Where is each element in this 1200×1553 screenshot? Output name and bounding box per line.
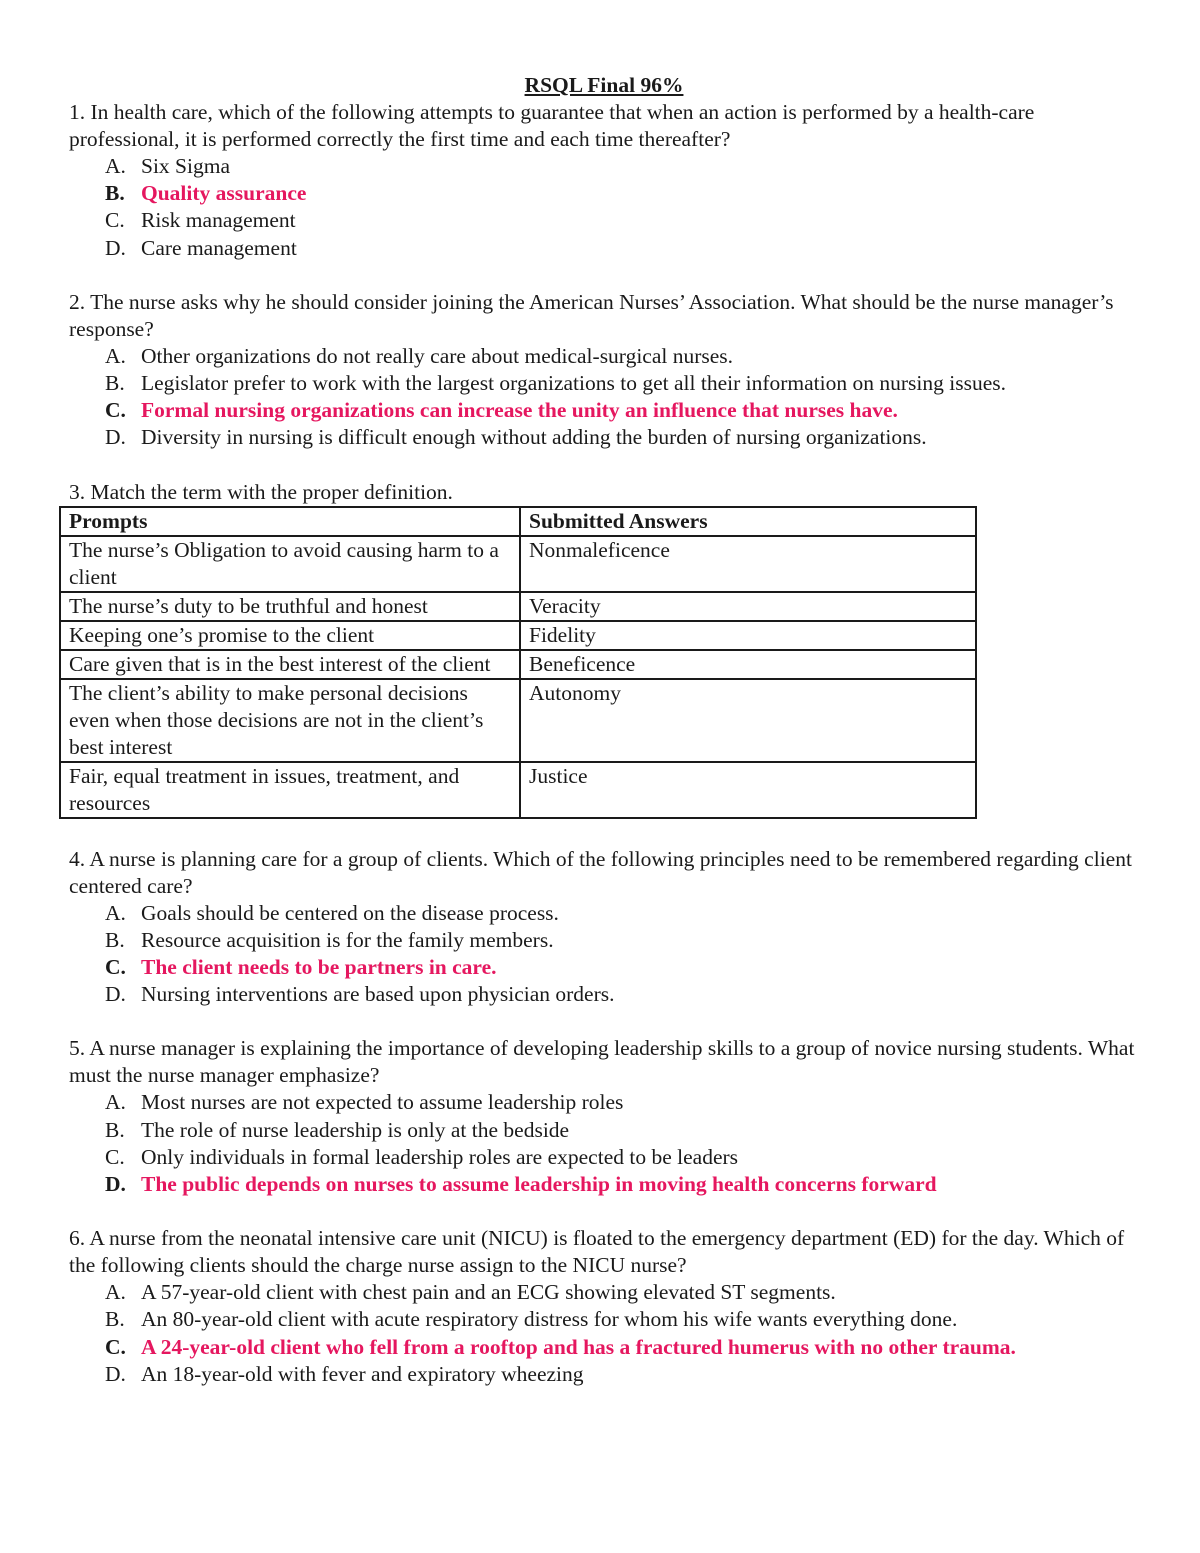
table-cell-answer: Autonomy bbox=[520, 679, 976, 762]
table-cell-answer: Justice bbox=[520, 762, 976, 818]
option-2c-correct: C. Formal nursing organizations can increase the unity an influence that nurses have. bbox=[105, 398, 898, 423]
table-cell-prompt: The nurse’s duty to be truthful and honest bbox=[60, 592, 520, 621]
table-cell-prompt: Fair, equal treatment in issues, treatment, and resources bbox=[60, 762, 520, 818]
option-5a: A. Most nurses are not expected to assume leadership roles bbox=[105, 1090, 624, 1115]
question-5-options bbox=[69, 1089, 1139, 1198]
option-4b: B. Resource acquisition is for the family members. bbox=[105, 927, 554, 952]
question-5-stem: 5. A nurse manager is explaining the importance of developing leadership skills to a group of novice nursing students. What must the nurse manager emphasize? bbox=[69, 1036, 1135, 1088]
option-6a: A. A 57-year-old client with chest pain and an ECG showing elevated ST segments. bbox=[105, 1280, 836, 1305]
matching-table bbox=[59, 506, 977, 819]
question-6-stem: 6. A nurse from the neonatal intensive care unit (NICU) is floated to the emergency department (ED) for the day. Which of the following clients should the charge nurse assign to the NICU nurse? bbox=[69, 1226, 1125, 1278]
option-1a: A. Six Sigma bbox=[105, 154, 231, 178]
table-cell-prompt: The nurse’s Obligation to avoid causing harm to a client bbox=[60, 536, 520, 592]
table-header-row bbox=[60, 507, 976, 536]
option-2a: A. Other organizations do not really care about medical-surgical nurses. bbox=[105, 343, 734, 368]
option-6c-correct: C. A 24-year-old client who fell from a rooftop and has a fractured humerus with no other trauma. bbox=[105, 1334, 1016, 1359]
option-2d: D. Diversity in nursing is difficult enough without adding the burden of nursing organizations. bbox=[105, 425, 927, 450]
option-4d: D. Nursing interventions are based upon physician orders. bbox=[105, 982, 615, 1007]
table-row bbox=[60, 762, 976, 818]
document-title: RSQL Final 96% bbox=[524, 73, 684, 97]
option-5d-correct: D. The public depends on nurses to assume leadership in moving health concerns forward bbox=[105, 1172, 937, 1197]
question-2-options bbox=[69, 343, 1139, 452]
table-row bbox=[60, 621, 976, 650]
question-1-options bbox=[69, 153, 1139, 262]
table-row bbox=[60, 592, 976, 621]
option-5c: C. Only individuals in formal leadership roles are expected to be leaders bbox=[105, 1144, 739, 1169]
table-cell-prompt: Care given that is in the best interest of the client bbox=[60, 650, 520, 679]
option-6b: B. An 80-year-old client with acute respiratory distress for whom his wife wants everything done. bbox=[105, 1307, 958, 1332]
table-header-answers: Submitted Answers bbox=[520, 507, 976, 536]
option-6d: D. An 18-year-old with fever and expiratory wheezing bbox=[105, 1361, 584, 1386]
table-cell-answer: Beneficence bbox=[520, 650, 976, 679]
option-4c-correct: C. The client needs to be partners in care. bbox=[105, 955, 497, 980]
question-6-options bbox=[69, 1279, 1139, 1388]
question-1-stem: 1. In health care, which of the following attempts to guarantee that when an action is performed by a health-care professional, it is performed correctly the first time and each time thereafter? bbox=[69, 100, 1035, 151]
table-cell-prompt: The client’s ability to make personal decisions even when those decisions are not in the client’s best interest bbox=[60, 679, 520, 762]
option-1d: D. Care management bbox=[105, 235, 297, 260]
option-4a: A. Goals should be centered on the disease process. bbox=[105, 900, 559, 925]
question-4-options bbox=[69, 900, 1139, 1009]
question-3-stem: 3. Match the term with the proper definition. bbox=[69, 479, 453, 504]
option-2b: B. Legislator prefer to work with the largest organizations to get all their information on nursing issues. bbox=[105, 371, 1006, 396]
question-2-stem: 2. The nurse asks why he should consider joining the American Nurses’ Association. What should be the nurse manager’s response? bbox=[69, 289, 1114, 341]
table-row bbox=[60, 679, 976, 762]
table-cell-answer: Nonmaleficence bbox=[520, 536, 976, 592]
table-cell-prompt: Keeping one’s promise to the client bbox=[60, 621, 520, 650]
option-5b: B. The role of nurse leadership is only at the bedside bbox=[105, 1117, 570, 1142]
option-1c: C. Risk management bbox=[105, 208, 296, 233]
table-row bbox=[60, 650, 976, 679]
question-4-stem: 4. A nurse is planning care for a group of clients. Which of the following principles need to be remembered regarding client centered care? bbox=[69, 846, 1132, 898]
table-row bbox=[60, 536, 976, 592]
document-page bbox=[69, 72, 1139, 1388]
table-header-prompts: Prompts bbox=[60, 507, 520, 536]
table-cell-answer: Fidelity bbox=[520, 621, 976, 650]
option-1b-correct: B. Quality assurance bbox=[105, 181, 307, 206]
table-cell-answer: Veracity bbox=[520, 592, 976, 621]
